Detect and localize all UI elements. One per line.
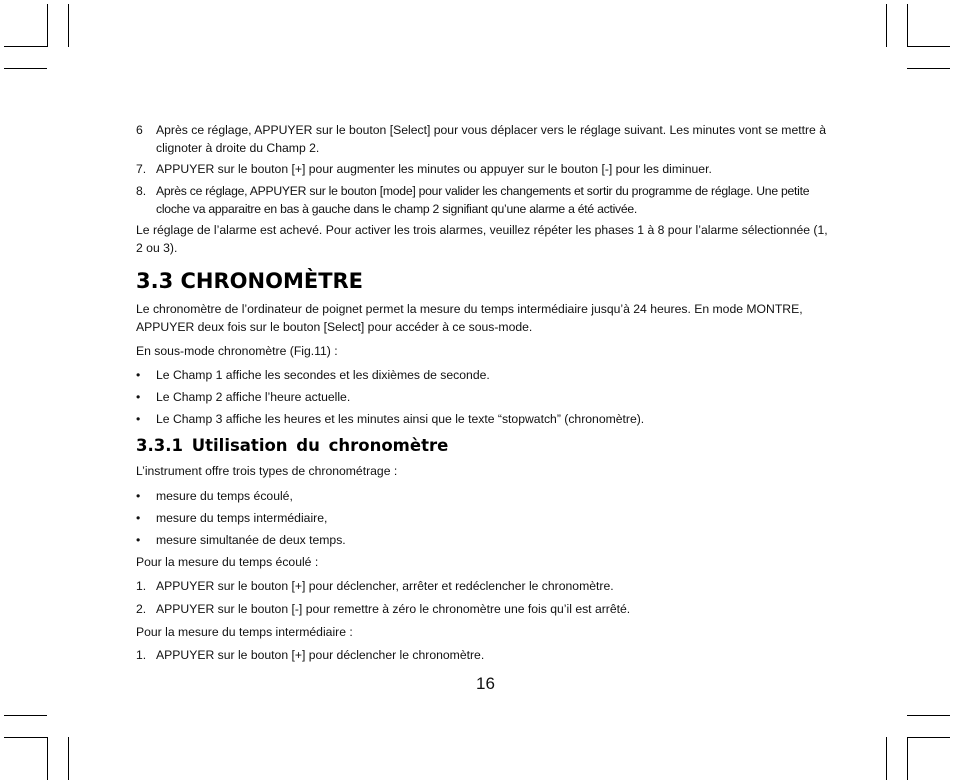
crop-mark xyxy=(886,4,887,47)
step-text: APPUYER sur le bouton [-] pour remettre à zéro le chronomètre une fois qu’il est arrêté. xyxy=(156,602,631,616)
step-number: 6 xyxy=(136,123,143,137)
crop-mark xyxy=(907,4,908,47)
paragraph: L’instrument offre trois types de chronométrage : xyxy=(136,464,398,478)
step-number: 7. xyxy=(136,162,147,176)
bullet: • xyxy=(136,390,141,404)
paragraph: Pour la mesure du temps intermédiaire : xyxy=(136,625,353,639)
section-heading: 3.3 CHRONOMÈTRE xyxy=(136,269,364,293)
crop-mark xyxy=(4,715,47,716)
bullet-text: mesure simultanée de deux temps. xyxy=(156,533,346,547)
paragraph: Le réglage de l’alarme est achevé. Pour activer les trois alarmes, veuillez répéter les phases 1 à 8 pour l’alarme sélectionnée (1, 2 ou 3). xyxy=(136,223,828,255)
crop-mark xyxy=(907,68,950,69)
step-text: Après ce réglage, APPUYER sur le bouton [mode] pour valider les changements et sortir du programme de réglage. Une petite cloche va apparaitre en bas à gauche dans le champ 2 signifiant qu’une alarme a été activée. xyxy=(156,184,810,216)
bullet: • xyxy=(136,511,141,525)
page-number: 16 xyxy=(476,674,495,693)
crop-mark xyxy=(68,4,69,47)
step-text: Après ce réglage, APPUYER sur le bouton [Select] pour vous déplacer vers le réglage suivant. Les minutes vont se mettre à clignoter à droite du Champ 2. xyxy=(156,123,826,155)
crop-mark xyxy=(4,68,47,69)
step-number: 1. xyxy=(136,648,147,662)
bullet: • xyxy=(136,412,141,426)
crop-mark xyxy=(907,737,908,780)
bullet-text: Le Champ 3 affiche les heures et les minutes ainsi que le texte “stopwatch” (chronomètre). xyxy=(156,412,645,426)
bullet-text: mesure du temps écoulé, xyxy=(156,489,293,503)
bullet: • xyxy=(136,368,141,382)
crop-mark xyxy=(4,737,48,738)
paragraph: Le chronomètre de l’ordinateur de poignet permet la mesure du temps intermédiaire jusqu’à 24 heures. En mode MONTRE, APPUYER deux fois sur le bouton [Select] pour accéder à ce sous-mode. xyxy=(136,302,803,334)
crop-mark xyxy=(907,46,950,47)
crop-mark xyxy=(68,737,69,780)
bullet-text: Le Champ 2 affiche l’heure actuelle. xyxy=(156,390,351,404)
bullet-text: mesure du temps intermédiaire, xyxy=(156,511,328,525)
paragraph: En sous-mode chronomètre (Fig.11) : xyxy=(136,344,338,358)
step-number: 8. xyxy=(136,184,147,198)
step-text: APPUYER sur le bouton [+] pour déclencher, arrêter et redéclencher le chronomètre. xyxy=(156,579,614,593)
bullet: • xyxy=(136,489,141,503)
bullet: • xyxy=(136,533,141,547)
paragraph: Pour la mesure du temps écoulé : xyxy=(136,555,319,569)
step-number: 2. xyxy=(136,602,147,616)
bullet-text: Le Champ 1 affiche les secondes et les dixièmes de seconde. xyxy=(156,368,490,382)
step-text: APPUYER sur le bouton [+] pour déclencher le chronomètre. xyxy=(156,648,485,662)
crop-mark xyxy=(886,737,887,780)
crop-mark xyxy=(4,46,48,47)
crop-mark xyxy=(47,737,48,780)
subsection-heading: 3.3.1 Utilisation du chronomètre xyxy=(136,436,449,455)
crop-mark xyxy=(907,737,950,738)
step-text: APPUYER sur le bouton [+] pour augmenter les minutes ou appuyer sur le bouton [-] pour les diminuer. xyxy=(156,162,712,176)
crop-mark xyxy=(47,4,48,47)
step-number: 1. xyxy=(136,579,147,593)
crop-mark xyxy=(907,715,950,716)
